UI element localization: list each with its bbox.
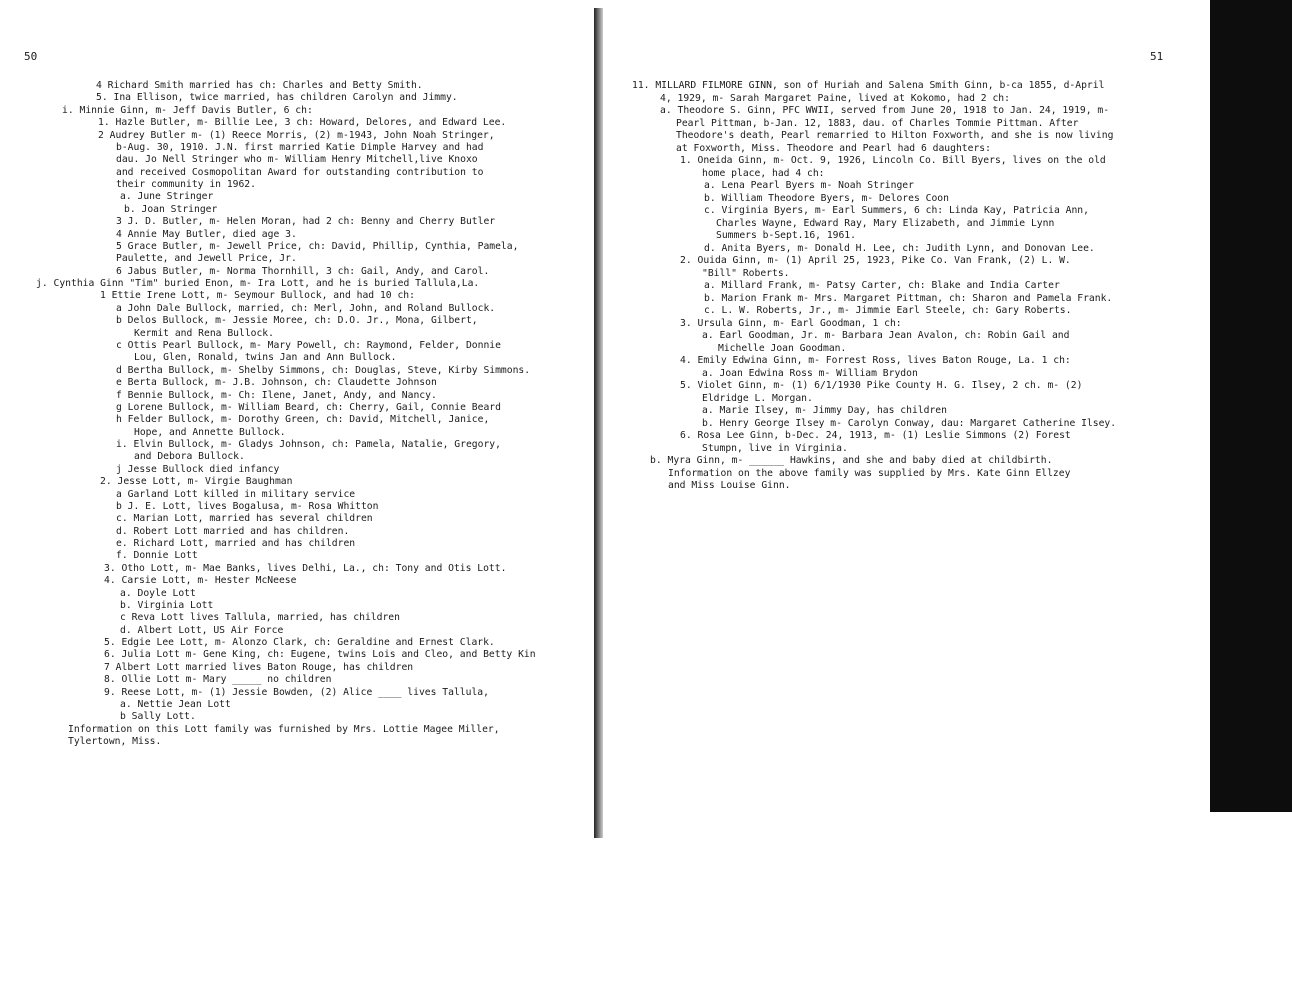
page-number: 51: [1150, 50, 1164, 63]
text-line: Information on the above family was supplied by Mrs. Kate Ginn Ellzey: [668, 467, 1071, 479]
text-line: dau. Jo Nell Stringer who m- William Henry Mitchell,live Knoxo: [116, 154, 478, 166]
text-line: 2. Ouida Ginn, m- (1) April 25, 1923, Pike Co. Van Frank, (2) L. W.: [680, 255, 1071, 266]
text-line: "Bill" Roberts.: [702, 267, 790, 279]
text-line: c. L. W. Roberts, Jr., m- Jimmie Earl Steele, ch: Gary Roberts.: [704, 305, 1072, 316]
text-line: 3. Otho Lott, m- Mae Banks, lives Delhi, La., ch: Tony and Otis Lott.: [104, 562, 507, 574]
text-line: 2. Jesse Lott, m- Virgie Baughman: [100, 476, 293, 488]
text-line: Stumpn, live in Virginia.: [702, 442, 848, 454]
text-line: home place, had 4 ch:: [702, 167, 825, 179]
text-line: e. Richard Lott, married and has children: [116, 538, 356, 550]
text-line: a. Theodore S. Ginn, PFC WWII, served from June 20, 1918 to Jan. 24, 1919, m-: [660, 105, 1110, 116]
text-line: i. Elvin Bullock, m- Gladys Johnson, ch: Pamela, Natalie, Gregory,: [116, 439, 501, 451]
text-line: b J. E. Lott, lives Bogalusa, m- Rosa Whitton: [116, 500, 379, 512]
text-line: Summers b-Sept.16, 1961.: [716, 230, 856, 241]
text-line: 4, 1929, m- Sarah Margaret Paine, lived at Kokomo, had 2 ch:: [660, 92, 1010, 104]
text-line: Eldridge L. Morgan.: [702, 392, 813, 404]
text-line: j. Cynthia Ginn "Tim" buried Enon, m- Ira Lott, and he is buried Tallula,La.: [36, 278, 480, 290]
text-line: a. Millard Frank, m- Patsy Carter, ch: Blake and India Carter: [704, 280, 1060, 291]
text-line: 6 Jabus Butler, m- Norma Thornhill, 3 ch: Gail, Andy, and Carol.: [116, 265, 490, 277]
text-line: h Felder Bullock, m- Dorothy Green, ch: David, Mitchell, Janice,: [116, 414, 490, 426]
text-line: 11. MILLARD FILMORE GINN, son of Huriah and Salena Smith Ginn, b-ca 1855, d-April: [632, 80, 1105, 91]
text-line: 7 Albert Lott married lives Baton Rouge, has children: [104, 661, 414, 673]
text-line: 4 Annie May Butler, died age 3.: [116, 228, 297, 240]
text-line: a. Marie Ilsey, m- Jimmy Day, has children: [702, 405, 947, 416]
text-line: Michelle Joan Goodman.: [718, 342, 847, 354]
text-line: d. Anita Byers, m- Donald H. Lee, ch: Judith Lynn, and Donovan Lee.: [704, 242, 1095, 254]
left-page: [0, 0, 596, 989]
text-line: Theodore's death, Pearl remarried to Hilton Foxworth, and she is now living: [676, 130, 1114, 141]
text-line: 2 Audrey Butler m- (1) Reece Morris, (2) m-1943, John Noah Stringer,: [98, 129, 495, 141]
text-line: a. Joan Edwina Ross m- William Brydon: [702, 367, 918, 379]
text-line: a Garland Lott killed in military service: [116, 488, 356, 500]
text-line: 5 Grace Butler, m- Jewell Price, ch: David, Phillip, Cynthia, Pamela,: [116, 240, 519, 252]
text-line: b. Myra Ginn, m- ______ Hawkins, and she and baby died at childbirth.: [650, 455, 1053, 466]
text-line: a. June Stringer: [120, 191, 214, 203]
text-line: f Bennie Bullock, m- Ch: Ilene, Janet, Andy, and Nancy.: [116, 389, 437, 401]
text-line: 5. Ina Ellison, twice married, has children Carolyn and Jimmy.: [96, 92, 458, 104]
text-line: 1. Hazle Butler, m- Billie Lee, 3 ch: Howard, Delores, and Edward Lee.: [98, 117, 507, 129]
text-line: 4. Emily Edwina Ginn, m- Forrest Ross, lives Baton Rouge, La. 1 ch:: [680, 355, 1071, 366]
text-line: d. Robert Lott married and has children.: [116, 525, 350, 537]
text-line: a. Doyle Lott: [120, 587, 196, 599]
text-line: b. Joan Stringer: [124, 203, 218, 215]
text-line: Information on this Lott family was furnished by Mrs. Lottie Magee Miller,: [68, 723, 500, 735]
text-line: Paulette, and Jewell Price, Jr.: [116, 253, 297, 265]
text-line: 5. Edgie Lee Lott, m- Alonzo Clark, ch: Geraldine and Ernest Clark.: [104, 637, 495, 649]
text-line: Tylertown, Miss.: [68, 736, 162, 748]
text-line: b. Henry George Ilsey m- Carolyn Conway, dau: Margaret Catherine Ilsey.: [702, 417, 1117, 429]
text-line: b Delos Bullock, m- Jessie Moree, ch: D.O. Jr., Mona, Gilbert,: [116, 315, 478, 327]
text-line: d Bertha Bullock, m- Shelby Simmons, ch: Douglas, Steve, Kirby Simmons.: [116, 364, 531, 376]
text-line: at Foxworth, Miss. Theodore and Pearl had 6 daughters:: [676, 142, 991, 154]
text-line: Hope, and Annette Bullock.: [134, 426, 286, 438]
text-line: a. Earl Goodman, Jr. m- Barbara Jean Avalon, ch: Robin Gail and: [702, 330, 1070, 341]
text-line: b. William Theodore Byers, m- Delores Coon: [704, 192, 949, 204]
text-line: 6. Julia Lott m- Gene King, ch: Eugene, twins Lois and Cleo, and Betty Kin: [104, 649, 536, 661]
text-line: j Jesse Bullock died infancy: [116, 463, 280, 475]
text-line: Lou, Glen, Ronald, twins Jan and Ann Bullock.: [134, 352, 397, 364]
text-line: a John Dale Bullock, married, ch: Merl, John, and Roland Bullock.: [116, 302, 496, 314]
text-line: their community in 1962.: [116, 179, 256, 191]
text-line: 6. Rosa Lee Ginn, b-Dec. 24, 1913, m- (1) Leslie Simmons (2) Forest: [680, 430, 1071, 441]
text-line: e Berta Bullock, m- J.B. Johnson, ch: Claudette Johnson: [116, 377, 437, 389]
text-line: i. Minnie Ginn, m- Jeff Davis Butler, 6 ch:: [62, 104, 313, 116]
text-line: Kermit and Rena Bullock.: [134, 327, 274, 339]
text-line: a. Nettie Jean Lott: [120, 699, 231, 710]
text-line: and received Cosmopolitan Award for outstanding contribution to: [116, 166, 484, 178]
text-line: b. Virginia Lott: [120, 599, 214, 611]
text-line: 3 J. D. Butler, m- Helen Moran, had 2 ch: Benny and Cherry Butler: [116, 216, 496, 228]
text-line: Charles Wayne, Edward Ray, Mary Elizabeth, and Jimmie Lynn: [716, 217, 1055, 229]
text-line: and Debora Bullock.: [134, 451, 245, 463]
text-line: 4 Richard Smith married has ch: Charles and Betty Smith.: [96, 80, 423, 91]
text-line: c Reva Lott lives Tallula, married, has children: [120, 612, 400, 624]
text-line: 1 Ettie Irene Lott, m- Seymour Bullock, and had 10 ch:: [100, 290, 415, 302]
text-line: c. Virginia Byers, m- Earl Summers, 6 ch: Linda Kay, Patricia Ann,: [704, 205, 1089, 216]
text-line: b-Aug. 30, 1910. J.N. first married Katie Dimple Harvey and had: [116, 141, 484, 153]
text-line: 4. Carsie Lott, m- Hester McNeese: [104, 575, 297, 587]
text-line: Pearl Pittman, b-Jan. 12, 1883, dau. of Charles Tommie Pittman. After: [676, 117, 1079, 129]
text-line: 5. Violet Ginn, m- (1) 6/1/1930 Pike County H. G. Ilsey, 2 ch. m- (2): [680, 380, 1083, 391]
text-line: 8. Ollie Lott m- Mary _____ no children: [104, 674, 332, 686]
page-number: 50: [24, 50, 38, 63]
text-line: b. Marion Frank m- Mrs. Margaret Pittman, ch: Sharon and Pamela Frank.: [704, 292, 1113, 304]
right-page: [604, 0, 1292, 989]
text-line: c. Marian Lott, married has several children: [116, 513, 373, 525]
text-line: 9. Reese Lott, m- (1) Jessie Bowden, (2) Alice ____ lives Tallula,: [104, 686, 489, 698]
text-line: d. Albert Lott, US Air Force: [120, 624, 284, 636]
text-line: and Miss Louise Ginn.: [668, 480, 791, 491]
text-line: b Sally Lott.: [120, 711, 196, 723]
text-line: f. Donnie Lott: [116, 550, 198, 562]
text-line: 3. Ursula Ginn, m- Earl Goodman, 1 ch:: [680, 317, 902, 329]
text-line: 1. Oneida Ginn, m- Oct. 9, 1926, Lincoln Co. Bill Byers, lives on the old: [680, 155, 1106, 166]
text-line: a. Lena Pearl Byers m- Noah Stringer: [704, 180, 914, 191]
text-line: g Lorene Bullock, m- William Beard, ch: Cherry, Gail, Connie Beard: [116, 401, 501, 413]
text-line: c Ottis Pearl Bullock, m- Mary Powell, ch: Raymond, Felder, Donnie: [116, 339, 501, 351]
